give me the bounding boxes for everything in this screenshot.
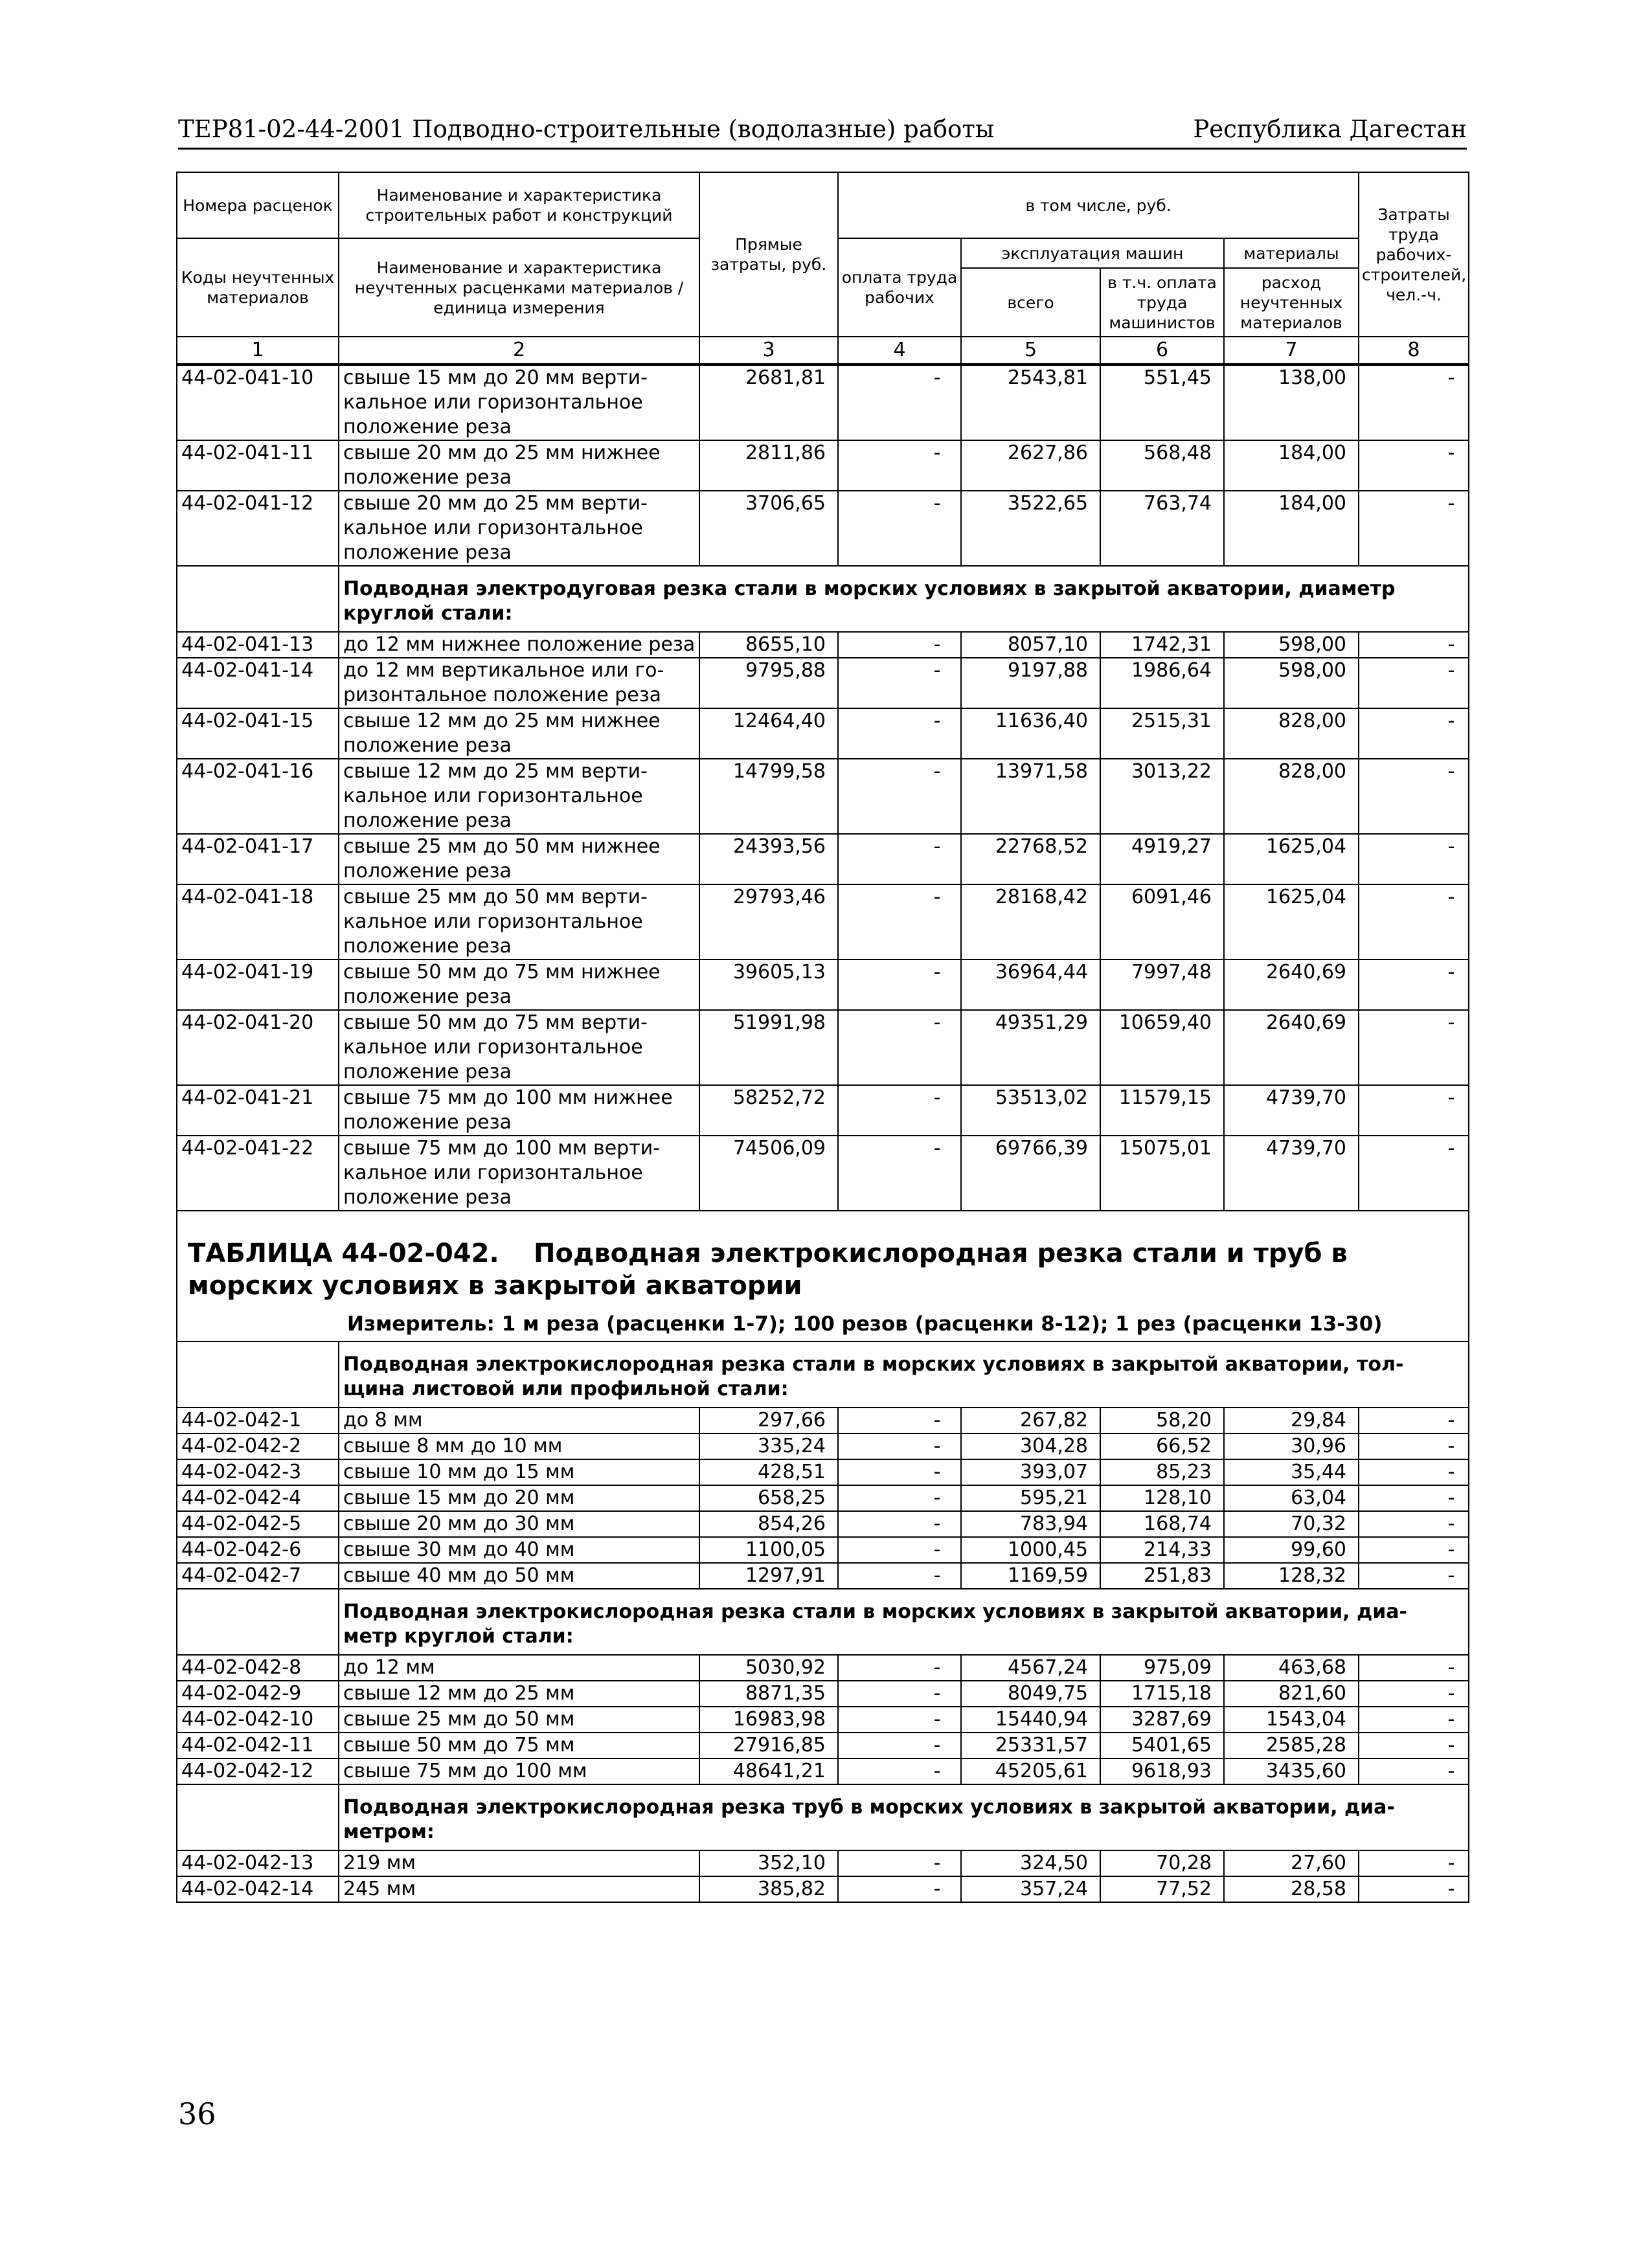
page-number: 36: [178, 2096, 216, 2131]
table-row: [177, 708, 1469, 759]
machine-cost: 15440,94: [961, 1707, 1100, 1733]
worker-wage: -: [838, 1850, 961, 1876]
rate-code: 44-02-042-6: [177, 1537, 339, 1563]
material-cost: 2640,69: [1224, 1010, 1359, 1085]
rate-code: 44-02-041-18: [177, 884, 339, 960]
col-number: 5: [961, 337, 1100, 365]
column-numbers: [177, 337, 1469, 365]
material-cost: 63,04: [1224, 1485, 1359, 1511]
material-cost: 1625,04: [1224, 834, 1359, 884]
section-header: [177, 566, 1469, 632]
material-cost: 99,60: [1224, 1537, 1359, 1563]
direct-cost: 16983,98: [699, 1707, 838, 1733]
work-description: до 8 мм: [339, 1408, 699, 1433]
col-name: Наименование и характеристика строительных работ и конструкций: [339, 172, 699, 238]
table-row: [177, 1681, 1469, 1707]
operator-wage: 6091,46: [1100, 884, 1224, 960]
col-number: 1: [177, 337, 339, 365]
col-number: 7: [1224, 337, 1359, 365]
table-row: [177, 1408, 1469, 1433]
rate-code: 44-02-041-15: [177, 708, 339, 759]
col-incl: в том числе, руб.: [838, 172, 1359, 238]
machine-cost: 13971,58: [961, 759, 1100, 834]
work-description: свыше 50 мм до 75 мм верти- кальное или горизонтальное положение реза: [339, 1010, 699, 1085]
table-row: [177, 491, 1469, 566]
operator-wage: 70,28: [1100, 1850, 1224, 1876]
material-cost: 70,32: [1224, 1511, 1359, 1537]
material-cost: 27,60: [1224, 1850, 1359, 1876]
machine-cost: 36964,44: [961, 960, 1100, 1010]
machine-cost: 1000,45: [961, 1537, 1100, 1563]
material-cost: 828,00: [1224, 759, 1359, 834]
labor-cost: -: [1359, 1511, 1469, 1537]
labor-cost: -: [1359, 1563, 1469, 1589]
direct-cost: 14799,58: [699, 759, 838, 834]
direct-cost: 27916,85: [699, 1733, 838, 1758]
worker-wage: -: [838, 1537, 961, 1563]
labor-cost: -: [1359, 1850, 1469, 1876]
machine-cost: 11636,40: [961, 708, 1100, 759]
col-codes2: Коды неучтенных материалов: [177, 238, 339, 337]
worker-wage: -: [838, 834, 961, 884]
rate-code: 44-02-042-13: [177, 1850, 339, 1876]
material-cost: 463,68: [1224, 1655, 1359, 1681]
direct-cost: 2681,81: [699, 365, 838, 440]
work-description: до 12 мм: [339, 1655, 699, 1681]
worker-wage: -: [838, 1433, 961, 1459]
work-description: свыше 50 мм до 75 мм: [339, 1733, 699, 1758]
worker-wage: -: [838, 1010, 961, 1085]
direct-cost: 9795,88: [699, 658, 838, 708]
table-row: [177, 1433, 1469, 1459]
machine-cost: 25331,57: [961, 1733, 1100, 1758]
direct-cost: 1100,05: [699, 1537, 838, 1563]
operator-wage: 214,33: [1100, 1537, 1224, 1563]
table-row: [177, 834, 1469, 884]
operator-wage: 7997,48: [1100, 960, 1224, 1010]
operator-wage: 128,10: [1100, 1485, 1224, 1511]
operator-wage: 3287,69: [1100, 1707, 1224, 1733]
section-header: [177, 1589, 1469, 1655]
table-042-title: [177, 1211, 1469, 1302]
labor-cost: -: [1359, 1655, 1469, 1681]
worker-wage: -: [838, 884, 961, 960]
table-row: [177, 1136, 1469, 1211]
group-042-c: [177, 1850, 1469, 1902]
rate-code: 44-02-041-21: [177, 1085, 339, 1136]
labor-cost: -: [1359, 1758, 1469, 1784]
work-description: свыше 20 мм до 25 мм верти- кальное или горизонтальное положение реза: [339, 491, 699, 566]
operator-wage: 551,45: [1100, 365, 1224, 440]
machine-cost: 2543,81: [961, 365, 1100, 440]
labor-cost: -: [1359, 1876, 1469, 1902]
material-cost: 30,96: [1224, 1433, 1359, 1459]
work-description: свыше 12 мм до 25 мм нижнее положение реза: [339, 708, 699, 759]
work-description: свыше 12 мм до 25 мм: [339, 1681, 699, 1707]
material-cost: 184,00: [1224, 491, 1359, 566]
section-title: Подводная электрокислородная резка стали в морских условиях в закрытой акватории, тол- щина листовой или профильной стали:: [339, 1342, 1469, 1408]
machine-cost: 45205,61: [961, 1758, 1100, 1784]
table-row: [177, 759, 1469, 834]
document-title: ТЕР81-02-44-2001 Подводно-строительные (водолазные) работы: [178, 115, 995, 143]
direct-cost: 12464,40: [699, 708, 838, 759]
col-labor: Затраты труда рабочих-строителей, чел.-ч.: [1359, 172, 1469, 337]
worker-wage: -: [838, 658, 961, 708]
labor-cost: -: [1359, 884, 1469, 960]
direct-cost: 658,25: [699, 1485, 838, 1511]
labor-cost: -: [1359, 1459, 1469, 1485]
work-description: 245 мм: [339, 1876, 699, 1902]
col-number: 3: [699, 337, 838, 365]
work-description: до 12 мм нижнее положение реза: [339, 632, 699, 658]
machine-cost: 304,28: [961, 1433, 1100, 1459]
operator-wage: 975,09: [1100, 1655, 1224, 1681]
machine-cost: 267,82: [961, 1408, 1100, 1433]
col-direct: Прямые затраты, руб.: [699, 172, 838, 337]
rates-table: [176, 172, 1469, 1903]
rate-code: 44-02-041-17: [177, 834, 339, 884]
worker-wage: -: [838, 1733, 961, 1758]
table-row: [177, 1707, 1469, 1733]
table-row: [177, 1850, 1469, 1876]
col-number: 4: [838, 337, 961, 365]
section-title: Подводная электрокислородная резка труб в морских условиях в закрытой акватории, диа- метром:: [339, 1784, 1469, 1850]
material-cost: 821,60: [1224, 1681, 1359, 1707]
operator-wage: 3013,22: [1100, 759, 1224, 834]
labor-cost: -: [1359, 759, 1469, 834]
worker-wage: -: [838, 759, 961, 834]
worker-wage: -: [838, 632, 961, 658]
machine-cost: 783,94: [961, 1511, 1100, 1537]
labor-cost: -: [1359, 1537, 1469, 1563]
worker-wage: -: [838, 1085, 961, 1136]
table-row: [177, 1563, 1469, 1589]
work-description: свыше 40 мм до 50 мм: [339, 1563, 699, 1589]
group-041-b: [177, 632, 1469, 1211]
material-cost: 128,32: [1224, 1563, 1359, 1589]
direct-cost: 297,66: [699, 1408, 838, 1433]
labor-cost: -: [1359, 440, 1469, 491]
worker-wage: -: [838, 440, 961, 491]
operator-wage: 251,83: [1100, 1563, 1224, 1589]
work-description: свыше 15 мм до 20 мм: [339, 1485, 699, 1511]
col-wage: оплата труда рабочих: [838, 238, 961, 337]
table-row: [177, 1758, 1469, 1784]
col-codes: Номера расценок: [177, 172, 339, 238]
worker-wage: -: [838, 708, 961, 759]
machine-cost: 393,07: [961, 1459, 1100, 1485]
col-number: 6: [1100, 337, 1224, 365]
worker-wage: -: [838, 1459, 961, 1485]
table-row: [177, 1876, 1469, 1902]
machine-cost: 22768,52: [961, 834, 1100, 884]
col-number: 2: [339, 337, 699, 365]
section-title: Подводная электрокислородная резка стали в морских условиях в закрытой акватории, диа- метр круглой стали:: [339, 1589, 1469, 1655]
table-row: [177, 658, 1469, 708]
table-row: [177, 365, 1469, 440]
direct-cost: 51991,98: [699, 1010, 838, 1085]
rate-code: 44-02-042-7: [177, 1563, 339, 1589]
work-description: свыше 50 мм до 75 мм нижнее положение реза: [339, 960, 699, 1010]
worker-wage: -: [838, 1485, 961, 1511]
operator-wage: 1715,18: [1100, 1681, 1224, 1707]
material-cost: 598,00: [1224, 658, 1359, 708]
work-description: свыше 75 мм до 100 мм нижнее положение реза: [339, 1085, 699, 1136]
table-row: [177, 884, 1469, 960]
machine-cost: 28168,42: [961, 884, 1100, 960]
direct-cost: 2811,86: [699, 440, 838, 491]
work-description: свыше 10 мм до 15 мм: [339, 1459, 699, 1485]
operator-wage: 85,23: [1100, 1459, 1224, 1485]
operator-wage: 5401,65: [1100, 1733, 1224, 1758]
rate-code: 44-02-042-2: [177, 1433, 339, 1459]
direct-cost: 1297,91: [699, 1563, 838, 1589]
group-041-a: [177, 365, 1469, 566]
labor-cost: -: [1359, 365, 1469, 440]
material-cost: 598,00: [1224, 632, 1359, 658]
material-cost: 828,00: [1224, 708, 1359, 759]
material-cost: 184,00: [1224, 440, 1359, 491]
machine-cost: 1169,59: [961, 1563, 1100, 1589]
direct-cost: 385,82: [699, 1876, 838, 1902]
operator-wage: 9618,93: [1100, 1758, 1224, 1784]
direct-cost: 854,26: [699, 1511, 838, 1537]
table-042-measure: Измеритель: 1 м реза (расценки 1-7); 100 резов (расценки 8-12); 1 рез (расценки 13-30): [177, 1302, 1469, 1342]
table-042-label: ТАБЛИЦА 44-02-042.: [188, 1239, 499, 1268]
operator-wage: 66,52: [1100, 1433, 1224, 1459]
material-cost: 3435,60: [1224, 1758, 1359, 1784]
material-cost: 138,00: [1224, 365, 1359, 440]
labor-cost: -: [1359, 1733, 1469, 1758]
rate-code: 44-02-041-13: [177, 632, 339, 658]
worker-wage: -: [838, 1876, 961, 1902]
machine-cost: 9197,88: [961, 658, 1100, 708]
material-cost: 4739,70: [1224, 1085, 1359, 1136]
labor-cost: -: [1359, 1136, 1469, 1211]
col-mat-sub: расход неучтенных материалов: [1224, 268, 1359, 337]
table-row: [177, 1733, 1469, 1758]
worker-wage: -: [838, 491, 961, 566]
direct-cost: 335,24: [699, 1433, 838, 1459]
work-description: свыше 30 мм до 40 мм: [339, 1537, 699, 1563]
material-cost: 4739,70: [1224, 1136, 1359, 1211]
group-042-b: [177, 1655, 1469, 1784]
direct-cost: 352,10: [699, 1850, 838, 1876]
labor-cost: -: [1359, 1681, 1469, 1707]
rate-code: 44-02-042-4: [177, 1485, 339, 1511]
material-cost: 2585,28: [1224, 1733, 1359, 1758]
labor-cost: -: [1359, 1010, 1469, 1085]
col-mach-total: всего: [961, 268, 1100, 337]
operator-wage: 4919,27: [1100, 834, 1224, 884]
rate-code: 44-02-042-1: [177, 1408, 339, 1433]
table-042-header: [177, 1211, 1469, 1408]
machine-cost: 2627,86: [961, 440, 1100, 491]
table-row: [177, 1485, 1469, 1511]
material-cost: 2640,69: [1224, 960, 1359, 1010]
worker-wage: -: [838, 1681, 961, 1707]
worker-wage: -: [838, 1655, 961, 1681]
material-cost: 28,58: [1224, 1876, 1359, 1902]
group-042-a: [177, 1408, 1469, 1589]
labor-cost: -: [1359, 1085, 1469, 1136]
col-materials: материалы: [1224, 238, 1359, 268]
rate-code: 44-02-041-19: [177, 960, 339, 1010]
direct-cost: 5030,92: [699, 1655, 838, 1681]
operator-wage: 11579,15: [1100, 1085, 1224, 1136]
labor-cost: -: [1359, 708, 1469, 759]
table-row: [177, 1459, 1469, 1485]
direct-cost: 29793,46: [699, 884, 838, 960]
rate-code: 44-02-041-14: [177, 658, 339, 708]
rate-code: 44-02-042-5: [177, 1511, 339, 1537]
worker-wage: -: [838, 1707, 961, 1733]
labor-cost: -: [1359, 658, 1469, 708]
work-description: свыше 15 мм до 20 мм верти- кальное или горизонтальное положение реза: [339, 365, 699, 440]
machine-cost: 3522,65: [961, 491, 1100, 566]
labor-cost: -: [1359, 491, 1469, 566]
operator-wage: 58,20: [1100, 1408, 1224, 1433]
direct-cost: 48641,21: [699, 1758, 838, 1784]
direct-cost: 3706,65: [699, 491, 838, 566]
operator-wage: 1742,31: [1100, 632, 1224, 658]
machine-cost: 69766,39: [961, 1136, 1100, 1211]
running-header: [178, 115, 1467, 150]
machine-cost: 8057,10: [961, 632, 1100, 658]
material-cost: 35,44: [1224, 1459, 1359, 1485]
work-description: свыше 12 мм до 25 мм верти- кальное или горизонтальное положение реза: [339, 759, 699, 834]
rate-code: 44-02-042-8: [177, 1655, 339, 1681]
operator-wage: 763,74: [1100, 491, 1224, 566]
operator-wage: 2515,31: [1100, 708, 1224, 759]
table-row: [177, 440, 1469, 491]
rate-code: 44-02-042-14: [177, 1876, 339, 1902]
direct-cost: 58252,72: [699, 1085, 838, 1136]
machine-cost: 595,21: [961, 1485, 1100, 1511]
machine-cost: 8049,75: [961, 1681, 1100, 1707]
work-description: свыше 25 мм до 50 мм верти- кальное или горизонтальное положение реза: [339, 884, 699, 960]
operator-wage: 168,74: [1100, 1511, 1224, 1537]
direct-cost: 8655,10: [699, 632, 838, 658]
col-number: 8: [1359, 337, 1469, 365]
work-description: до 12 мм вертикальное или го- ризонтальное положение реза: [339, 658, 699, 708]
table-row: [177, 632, 1469, 658]
operator-wage: 10659,40: [1100, 1010, 1224, 1085]
operator-wage: 77,52: [1100, 1876, 1224, 1902]
rate-code: 44-02-042-11: [177, 1733, 339, 1758]
table-042-name: Подводная электрокислородная резка стали и труб в морских условиях в закрытой акватории: [188, 1239, 1348, 1301]
rate-code: 44-02-041-11: [177, 440, 339, 491]
rate-code: 44-02-042-9: [177, 1681, 339, 1707]
work-description: 219 мм: [339, 1850, 699, 1876]
worker-wage: -: [838, 1408, 961, 1433]
machine-cost: 53513,02: [961, 1085, 1100, 1136]
labor-cost: -: [1359, 1707, 1469, 1733]
labor-cost: -: [1359, 960, 1469, 1010]
labor-cost: -: [1359, 834, 1469, 884]
machine-cost: 357,24: [961, 1876, 1100, 1902]
labor-cost: -: [1359, 632, 1469, 658]
labor-cost: -: [1359, 1433, 1469, 1459]
work-description: свыше 25 мм до 50 мм: [339, 1707, 699, 1733]
worker-wage: -: [838, 1758, 961, 1784]
direct-cost: 8871,35: [699, 1681, 838, 1707]
table-row: [177, 1085, 1469, 1136]
table-row: [177, 1511, 1469, 1537]
labor-cost: -: [1359, 1408, 1469, 1433]
rate-code: 44-02-041-20: [177, 1010, 339, 1085]
direct-cost: 74506,09: [699, 1136, 838, 1211]
col-name2: Наименование и характеристика неучтенных расценками материалов / единица измерения: [339, 238, 699, 337]
work-description: свыше 8 мм до 10 мм: [339, 1433, 699, 1459]
work-description: свыше 20 мм до 30 мм: [339, 1511, 699, 1537]
rate-code: 44-02-041-12: [177, 491, 339, 566]
worker-wage: -: [838, 1511, 961, 1537]
rate-code: 44-02-042-12: [177, 1758, 339, 1784]
operator-wage: 1986,64: [1100, 658, 1224, 708]
material-cost: 29,84: [1224, 1408, 1359, 1433]
table-row: [177, 1010, 1469, 1085]
worker-wage: -: [838, 1136, 961, 1211]
worker-wage: -: [838, 960, 961, 1010]
material-cost: 1625,04: [1224, 884, 1359, 960]
operator-wage: 15075,01: [1100, 1136, 1224, 1211]
section-header: [177, 1784, 1469, 1850]
work-description: свыше 25 мм до 50 мм нижнее положение реза: [339, 834, 699, 884]
region-name: Республика Дагестан: [1193, 115, 1467, 143]
table-row: [177, 1537, 1469, 1563]
worker-wage: -: [838, 365, 961, 440]
table-row: [177, 960, 1469, 1010]
machine-cost: 49351,29: [961, 1010, 1100, 1085]
table-row: [177, 1655, 1469, 1681]
machine-cost: 324,50: [961, 1850, 1100, 1876]
work-description: свыше 75 мм до 100 мм верти- кальное или горизонтальное положение реза: [339, 1136, 699, 1211]
rate-code: 44-02-042-3: [177, 1459, 339, 1485]
direct-cost: 428,51: [699, 1459, 838, 1485]
direct-cost: 39605,13: [699, 960, 838, 1010]
worker-wage: -: [838, 1563, 961, 1589]
col-mach-wage: в т.ч. оплата труда машинистов: [1100, 268, 1224, 337]
work-description: свыше 75 мм до 100 мм: [339, 1758, 699, 1784]
table-header: [177, 172, 1469, 337]
work-description: свыше 20 мм до 25 мм нижнее положение реза: [339, 440, 699, 491]
rate-code: 44-02-041-10: [177, 365, 339, 440]
rate-code: 44-02-042-10: [177, 1707, 339, 1733]
rate-code: 44-02-041-22: [177, 1136, 339, 1211]
section-title: Подводная электродуговая резка стали в морских условиях в закрытой акватории, диаметр круглой стали:: [339, 566, 1469, 632]
material-cost: 1543,04: [1224, 1707, 1359, 1733]
operator-wage: 568,48: [1100, 440, 1224, 491]
labor-cost: -: [1359, 1485, 1469, 1511]
col-machines: эксплуатация машин: [961, 238, 1224, 268]
rate-code: 44-02-041-16: [177, 759, 339, 834]
machine-cost: 4567,24: [961, 1655, 1100, 1681]
direct-cost: 24393,56: [699, 834, 838, 884]
